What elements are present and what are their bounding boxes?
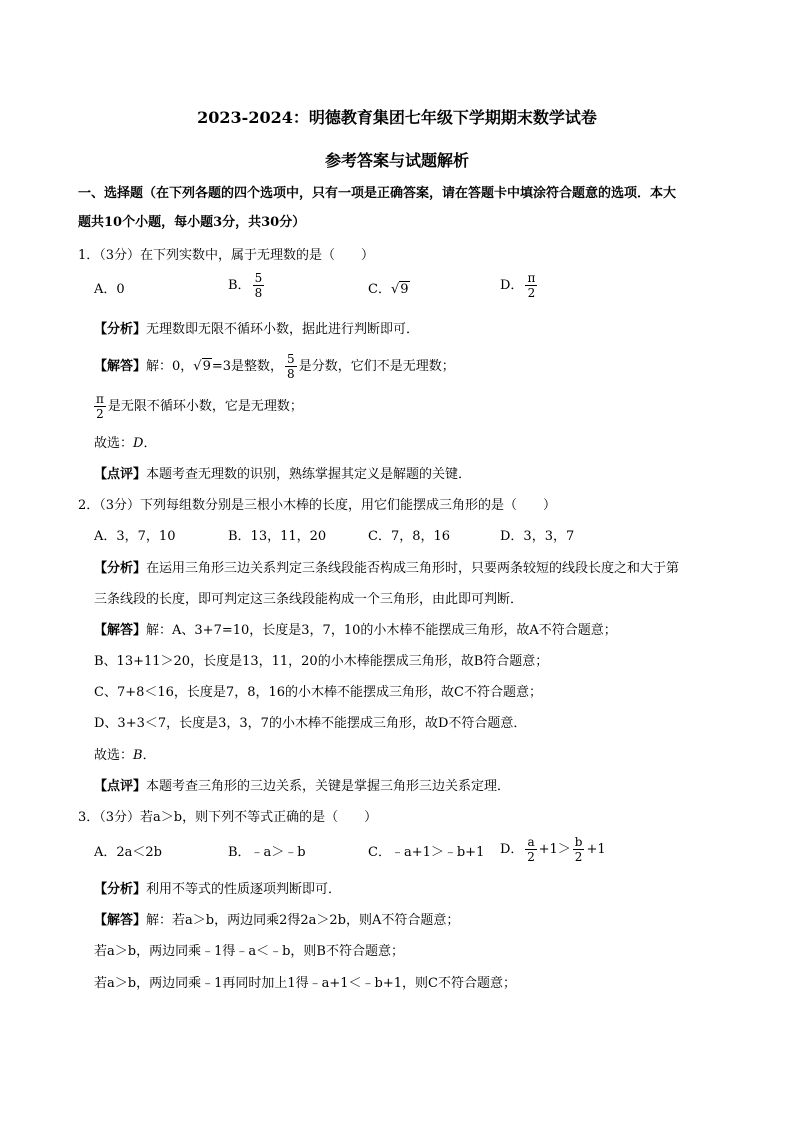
q2-option-d: D．3，3，7 xyxy=(500,529,575,544)
q3-answer-line-2: 若a＞b，两边同乘﹣1得﹣a＜﹣b，则B不符合题意； xyxy=(94,944,404,959)
q2-option-c: C．7，8，16 xyxy=(368,529,451,544)
page-subtitle: 参考答案与试题解析 xyxy=(324,151,469,170)
q3-stem: 3．（3分）若a＞b，则下列不等式正确的是（ ） xyxy=(78,810,378,825)
fraction: $\frac{b}{2}$ xyxy=(574,835,583,864)
fraction: $\frac{5}{8}$ xyxy=(287,352,295,381)
q3-answer-line-3: 若a＞b，两边同乘﹣1再同时加上1得﹣a+1＜﹣b+1，则C不符合题意； xyxy=(94,976,516,991)
q2-answer-d: D、3+3＜7，长度是3，3，7的小木棒不能摆成三角形，故D不符合题意． xyxy=(94,716,527,731)
q3-analysis: 【分析】利用不等式的性质逐项判断即可． xyxy=(94,882,342,897)
q3-option-d: D． $\frac{a}{2}$ +1＞ $\frac{b}{2}$ +1 xyxy=(500,835,606,864)
section-heading-line-2: 题共10个小题，每小题3分，共30分） xyxy=(78,215,306,230)
q2-analysis-line-2: 三条线段的长度，即可判定这三条线段能构成一个三角形，由此即可判断． xyxy=(94,592,524,607)
section-heading-line-1: 一、选择题（在下列各题的四个选项中，只有一项是正确答案，请在答题卡中填涂符合题意的选项．本大 xyxy=(78,186,677,201)
q1-option-c: C．√9 xyxy=(368,280,410,300)
q1-choice: 故选：D． xyxy=(94,436,157,451)
square-root: √9 xyxy=(390,282,409,297)
q1-option-a: A．0 xyxy=(94,282,125,297)
q2-answer-c: C、7+8＜16，长度是7，8，16的小木棒不能摆成三角形，故C不符合题意； xyxy=(94,685,542,700)
q1-answer-line-2: $\frac{\pi}{2}$ 是无限不循环小数，它是无理数； xyxy=(96,392,303,421)
q2-answer-a: 【解答】解：A、3+7=10，长度是3，7，10的小木棒不能摆成三角形，故A不符合题意； xyxy=(94,623,617,638)
q1-option-d: D． $\frac{\pi}{2}$ xyxy=(500,271,536,300)
q2-option-a: A．3，7，10 xyxy=(94,529,176,544)
q3-option-c: C．﹣a+1＞﹣b+1 xyxy=(368,845,485,860)
q1-stem: 1．（3分）在下列实数中，属于无理数的是（ ） xyxy=(78,248,375,263)
q1-answer-line-1: 【解答】解：0，√9=3是整数， $\frac{5}{8}$ 是分数，它们不是无理数； xyxy=(94,352,455,381)
q3-option-b: B．﹣a＞﹣b xyxy=(228,845,306,860)
q1-comment: 【点评】本题考查无理数的识别，熟练掌握其定义是解题的关键． xyxy=(94,467,472,482)
square-root: √9 xyxy=(193,359,211,374)
q2-analysis-line-1: 【分析】在运用三角形三边关系判定三条线段能否构成三角形时，只要两条较短的线段长度之和大于第 xyxy=(94,561,680,576)
fraction: $\frac{5}{8}$ xyxy=(254,271,263,300)
fraction: $\frac{\pi}{2}$ xyxy=(96,392,104,421)
q2-stem: 2．（3分）下列每组数分别是三根小木棒的长度，用它们能摆成三角形的是（ ） xyxy=(78,498,557,513)
q2-option-b: B．13，11，20 xyxy=(228,529,327,544)
q3-option-a: A．2a＜2b xyxy=(94,845,163,860)
q2-answer-b: B、13+11＞20，长度是13，11，20的小木棒能摆成三角形，故B符合题意； xyxy=(94,654,549,669)
page-title: 2023-2024：明德教育集团七年级下学期期末数学试卷 xyxy=(197,108,597,127)
fraction: $\frac{a}{2}$ xyxy=(527,835,535,864)
q2-choice: 故选：B． xyxy=(94,748,156,763)
q2-comment: 【点评】本题考查三角形的三边关系，关键是掌握三角形三边关系定理． xyxy=(94,779,511,794)
q1-option-b: B． $\frac{5}{8}$ xyxy=(228,271,263,300)
q3-answer-line-1: 【解答】解：若a＞b，两边同乘2得2a＞2b，则A不符合题意； xyxy=(94,913,460,928)
fraction: $\frac{\pi}{2}$ xyxy=(527,271,536,300)
q1-analysis: 【分析】无理数即无限不循环小数，据此进行判断即可． xyxy=(94,322,420,337)
